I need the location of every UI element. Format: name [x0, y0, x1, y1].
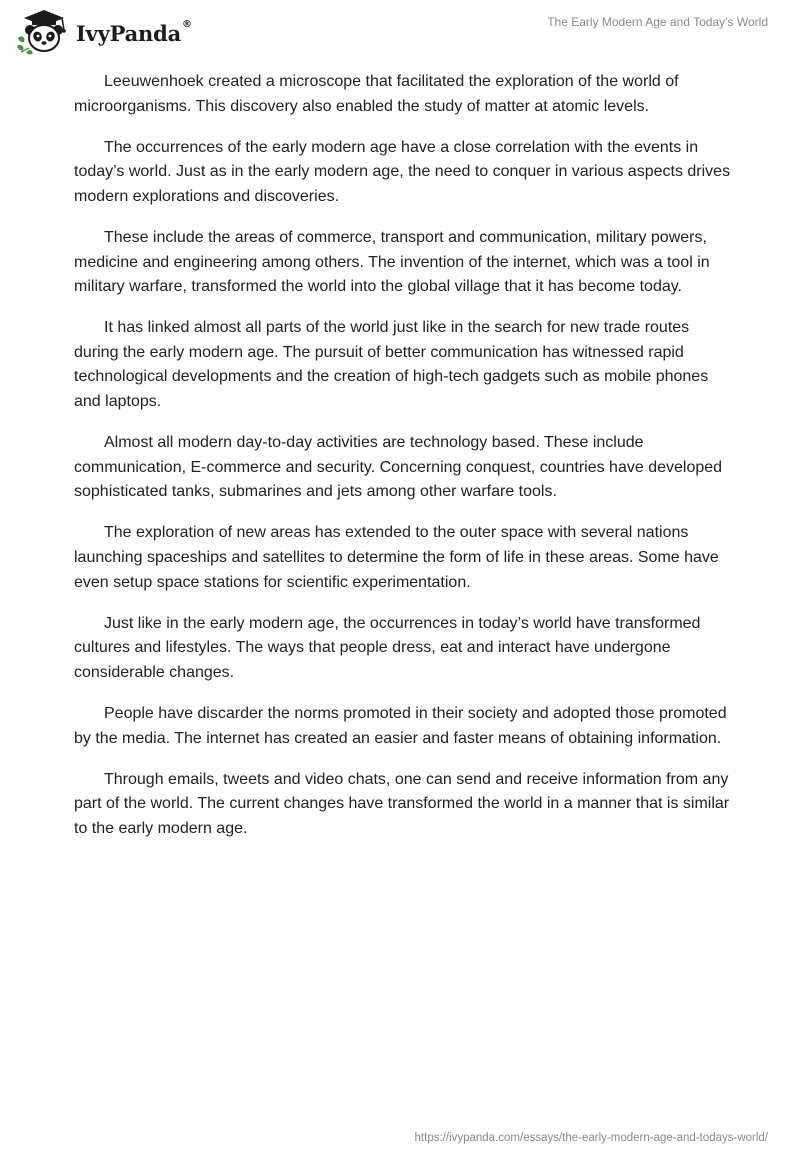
paragraph: Leeuwenhoek created a microscope that facilitated the exploration of the world of microorganisms. This discovery also enabled the study of matter at atomic levels. — [74, 73, 679, 115]
paragraph: People have discarder the norms promoted in their society and adopted those promoted by the media. The internet has created an easier and faster means of obtaining information. — [74, 704, 727, 747]
registered-mark: ® — [182, 18, 192, 30]
page-header — [0, 0, 800, 60]
paragraph: The occurrences of the early modern age have a close correlation with the events in today’s world. Just as in the early modern age, the need to conquer in various aspects drives modern explorations and discoveries. — [74, 138, 731, 205]
ivypanda-logo[interactable] — [14, 8, 192, 56]
paragraph: These include the areas of commerce, transport and communication, military powers, medicine and engineering among others. The invention of the internet, which was a tool in military warfare, transformed the world into the global village that it has become today. — [74, 228, 710, 296]
paragraph: Almost all modern day-to-day activities are technology based. These include communication, E-commerce and security. Concerning conquest, countries have developed sophisticated tanks, submarines and jets among other warfare tools. — [74, 434, 723, 501]
paragraph: The exploration of new areas has extended to the outer space with several nations launching spaceships and satellites to determine the form of life in these areas. Some have even setup space stations for scientific experimentation. — [74, 524, 719, 591]
logo-wordmark — [76, 18, 192, 46]
source-url-link[interactable]: https://ivypanda.com/essays/the-early-modern-age-and-todays-world/ — [414, 1132, 768, 1144]
document-title: The Early Modern Age and Today’s World — [547, 15, 768, 29]
paragraph: Just like in the early modern age, the occurrences in today’s world have transformed cultures and lifestyles. The ways that people dress, eat and interact have undergone considerable changes. — [74, 614, 701, 681]
paragraph: Through emails, tweets and video chats, one can send and receive information from any part of the world. The current changes have transformed the world in a manner that is similar to the early modern age. — [74, 770, 730, 837]
logo-name: IvyPanda — [76, 20, 182, 46]
paragraph: It has linked almost all parts of the world just like in the search for new trade routes during the early modern age. The pursuit of better communication has witnessed rapid technological developments and the creation of high-tech gadgets such as mobile phones and laptops. — [74, 319, 709, 411]
essay-body — [74, 70, 734, 858]
panda-graduate-icon — [14, 8, 72, 56]
